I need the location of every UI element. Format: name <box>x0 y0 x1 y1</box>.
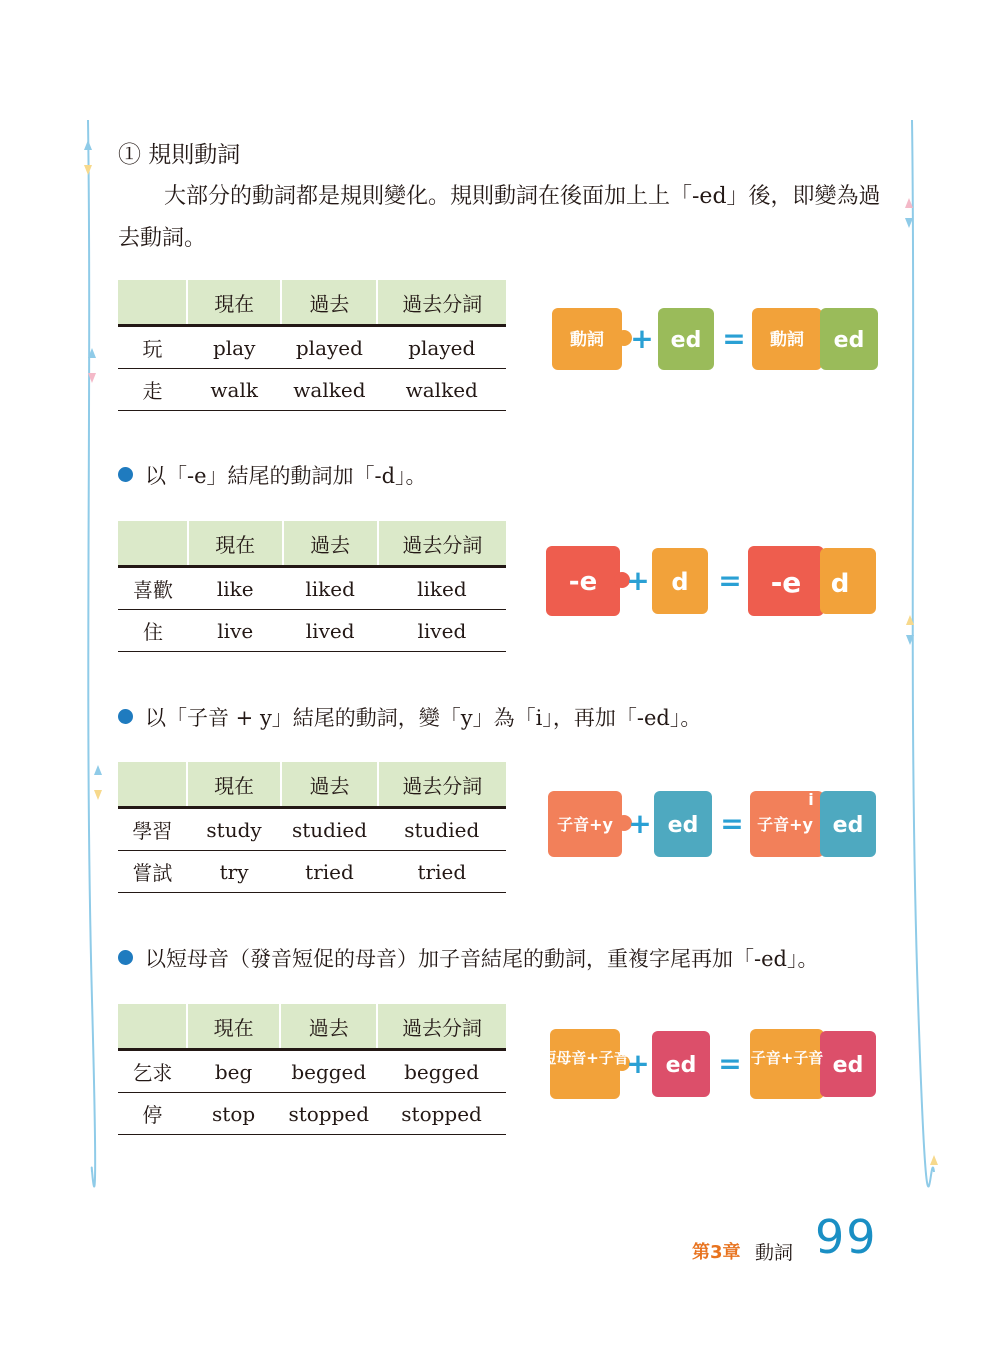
past-participle-cell: begged <box>377 1050 506 1093</box>
table-header-present: 現在 <box>187 762 282 808</box>
present-cell: live <box>188 610 283 652</box>
puzzle-result-left-label: 子音+y <box>757 815 813 834</box>
puzzle-result-left-label: 子音+子音 <box>750 1049 824 1067</box>
meaning-cell: 學習 <box>118 808 187 851</box>
table-header-present: 現在 <box>187 280 281 326</box>
plus-icon: + <box>626 564 650 597</box>
verb-table-4 <box>118 1004 506 1135</box>
present-cell: like <box>188 567 283 610</box>
past-cell: liked <box>283 567 378 610</box>
meaning-cell: 喜歡 <box>118 567 188 610</box>
table-header-past: 過去 <box>280 1004 377 1050</box>
puzzle-result-right-label: ed <box>833 328 865 353</box>
puzzle-add-label: ed <box>670 328 702 353</box>
puzzle-result-mark: i <box>808 790 814 809</box>
table-header-past-participle: 過去分詞 <box>378 521 506 567</box>
verb-table-2 <box>118 521 506 652</box>
puzzle-add-label: ed <box>665 1053 697 1078</box>
past-participle-cell: studied <box>378 808 506 851</box>
puzzle-illustration-2 <box>540 532 890 632</box>
past-participle-cell: tried <box>378 851 506 893</box>
puzzle-result-right-label: ed <box>832 1053 864 1078</box>
plus-icon: + <box>626 1047 650 1080</box>
plus-icon: + <box>628 807 652 840</box>
table-row <box>118 808 506 851</box>
past-cell: begged <box>280 1050 377 1093</box>
bullet-text: 以「-e」結尾的動詞加「-d」。 <box>145 464 427 488</box>
meaning-cell: 乞求 <box>118 1050 187 1093</box>
equals-icon: = <box>720 807 744 840</box>
puzzle-result-left-label: 動詞 <box>770 330 804 350</box>
table-header-past-participle: 過去分詞 <box>378 762 506 808</box>
section-heading: ① 規則動詞 <box>118 142 241 168</box>
footer-title: 動詞 <box>755 1242 794 1264</box>
bullet-text: 以「子音 + y」結尾的動詞，變「y」為「i」，再加「-ed」。 <box>145 706 702 730</box>
equals-icon: = <box>718 564 742 597</box>
present-cell: stop <box>187 1093 281 1135</box>
table-row <box>118 610 506 652</box>
table-row <box>118 1093 506 1135</box>
bullet-text: 以短母音（發音短促的母音）加子音結尾的動詞，重複字尾再加「-ed」。 <box>145 947 819 971</box>
table-row <box>118 851 506 893</box>
meaning-cell: 走 <box>118 369 187 411</box>
puzzle-result-right-label: d <box>830 569 850 599</box>
table-row <box>118 326 506 369</box>
bullet-dot-icon <box>118 467 133 482</box>
past-cell: stopped <box>280 1093 377 1135</box>
past-participle-cell: stopped <box>377 1093 506 1135</box>
table-header-past: 過去 <box>281 280 377 326</box>
past-participle-cell: lived <box>378 610 506 652</box>
past-cell: studied <box>281 808 377 851</box>
section-paragraph: 大部分的動詞都是規則變化。規則動詞在後面加上上「-ed」後，即變為過去動詞。 <box>118 184 881 251</box>
bullet-dot-icon <box>118 709 133 724</box>
footer-chapter: 第3章 <box>692 1242 741 1263</box>
table-header-present: 現在 <box>187 1004 281 1050</box>
plus-icon: + <box>630 322 654 355</box>
table-row <box>118 369 506 411</box>
past-cell: played <box>281 326 377 369</box>
table-row <box>118 567 506 610</box>
puzzle-result-right-label: ed <box>832 813 864 838</box>
bullet-rule-1 <box>118 460 427 490</box>
puzzle-add-label: d <box>671 568 689 596</box>
present-cell: beg <box>187 1050 281 1093</box>
equals-icon: = <box>722 322 746 355</box>
table-header-blank <box>118 280 187 326</box>
page-number: 99 <box>815 1210 878 1264</box>
bullet-rule-3 <box>118 943 818 973</box>
puzzle-left-label: 動詞 <box>570 330 604 350</box>
present-cell: try <box>187 851 282 893</box>
meaning-cell: 嘗試 <box>118 851 187 893</box>
past-participle-cell: liked <box>378 567 506 610</box>
meaning-cell: 停 <box>118 1093 187 1135</box>
past-cell: lived <box>283 610 378 652</box>
meaning-cell: 玩 <box>118 326 187 369</box>
present-cell: play <box>187 326 281 369</box>
puzzle-result-left-label: -e <box>770 566 802 599</box>
past-cell: walked <box>281 369 377 411</box>
table-header-present: 現在 <box>188 521 283 567</box>
puzzle-left-label: 子音+y <box>557 815 613 834</box>
meaning-cell: 住 <box>118 610 188 652</box>
past-cell: tried <box>281 851 377 893</box>
puzzle-add-label: ed <box>667 813 699 838</box>
puzzle-illustration-4 <box>540 1015 890 1115</box>
puzzle-illustration-3 <box>540 775 890 875</box>
table-header-past-participle: 過去分詞 <box>377 280 506 326</box>
past-participle-cell: walked <box>377 369 506 411</box>
verb-table-3 <box>118 762 506 893</box>
bullet-rule-2 <box>118 702 701 732</box>
bullet-dot-icon <box>118 950 133 965</box>
present-cell: study <box>187 808 282 851</box>
verb-table-1 <box>118 280 506 411</box>
table-header-past: 過去 <box>283 521 378 567</box>
present-cell: walk <box>187 369 281 411</box>
past-participle-cell: played <box>377 326 506 369</box>
puzzle-left-label: -e <box>568 567 598 597</box>
table-header-blank <box>118 1004 187 1050</box>
table-header-blank <box>118 762 187 808</box>
table-header-past-participle: 過去分詞 <box>377 1004 506 1050</box>
equals-icon: = <box>718 1047 742 1080</box>
table-row <box>118 1050 506 1093</box>
puzzle-left-label: 短母音+子音 <box>541 1049 629 1067</box>
table-header-blank <box>118 521 188 567</box>
table-header-past: 過去 <box>281 762 377 808</box>
puzzle-illustration-1 <box>540 290 890 390</box>
